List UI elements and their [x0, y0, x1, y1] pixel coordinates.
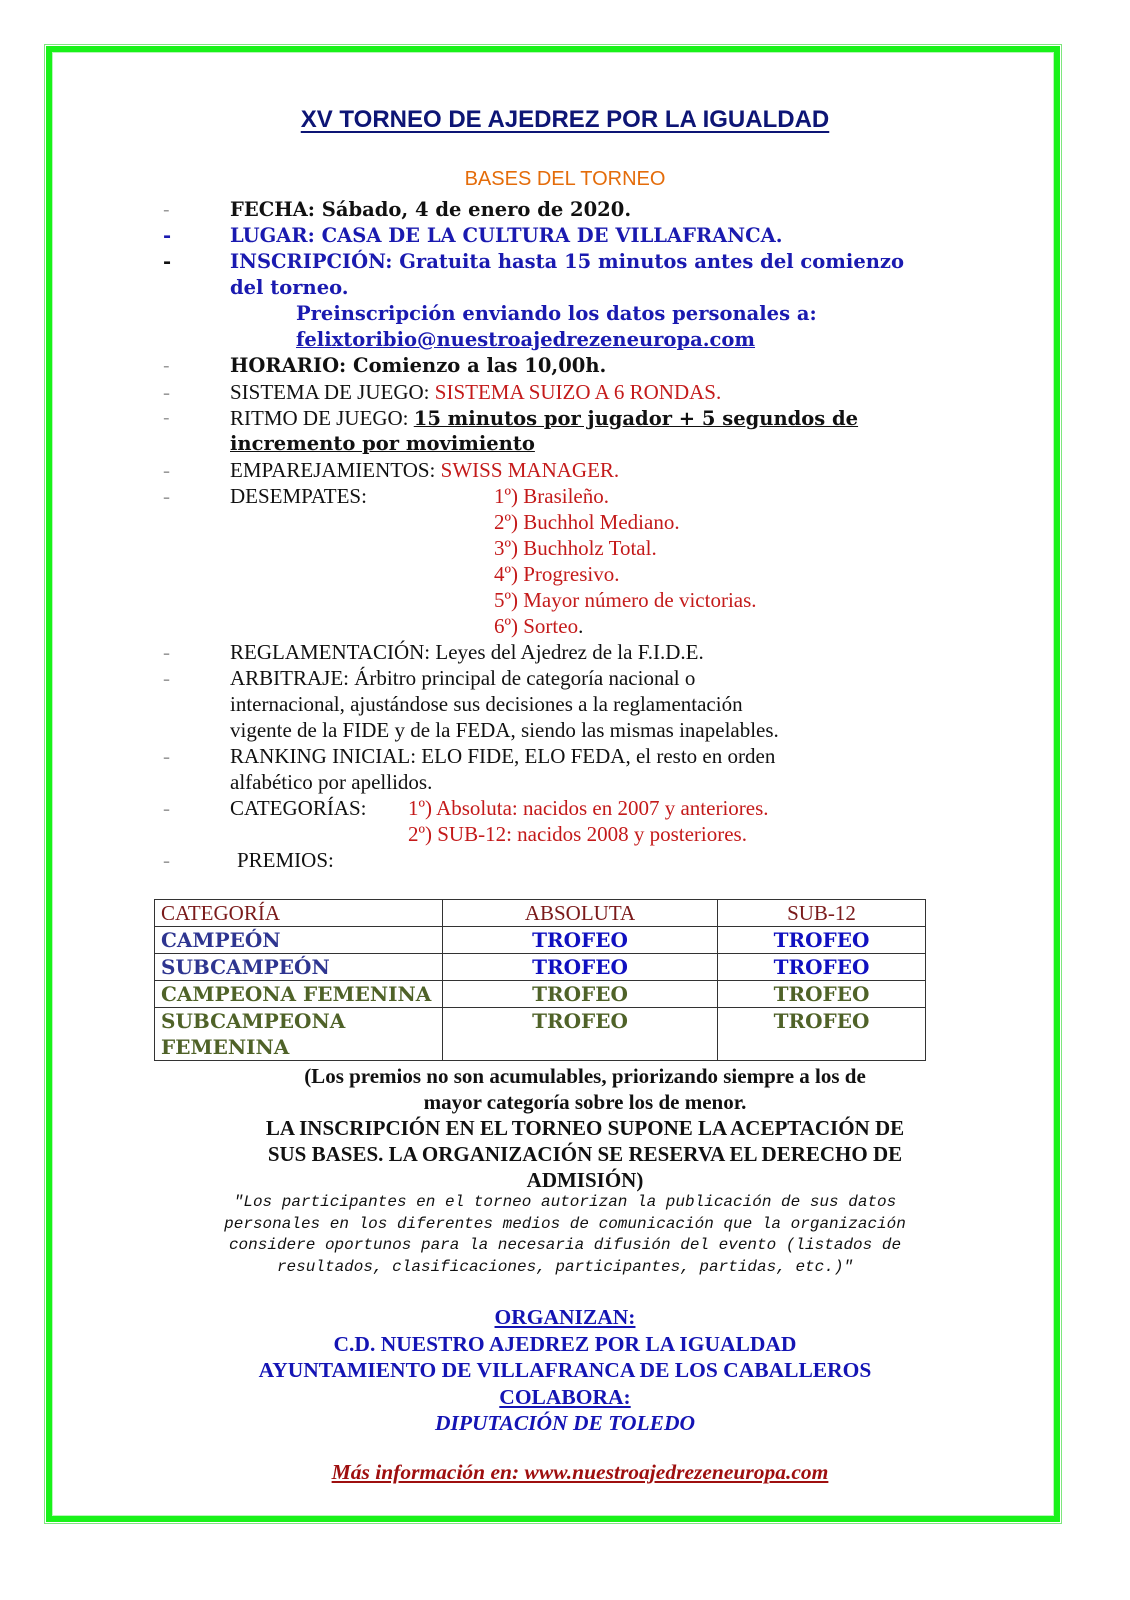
colabora-line: DIPUTACIÓN DE TOLEDO: [434, 1411, 695, 1435]
row-absoluta: TROFEO: [443, 981, 718, 1008]
ritmo-label: RITMO DE JUEGO:: [230, 406, 414, 430]
note-line: SUS BASES. LA ORGANIZACIÓN SE RESERVA EL DERECHO DE: [267, 1142, 903, 1166]
bullet-dash: -: [163, 354, 170, 377]
privacy-block: [0, 1192, 1130, 1278]
privacy-line: considere oportunos para la necesaria difusión del evento (listados de: [228, 1236, 902, 1254]
desempate-6-line: [494, 613, 583, 639]
organizers-block: [0, 1304, 1130, 1437]
privacy-line: resultados, clasificaciones, participantes, partidas, etc.)": [276, 1257, 854, 1276]
sistema-label: [230, 379, 721, 405]
categoria-1: 1º) Absoluta: nacidos en 2007 y anteriores.: [408, 796, 769, 820]
emparejamientos-label: EMPAREJAMIENTOS:: [230, 458, 441, 482]
table-row: [155, 927, 926, 954]
note-line: (Los premios no son acumulables, priorizando siempre a los de: [304, 1064, 866, 1088]
row-absoluta: TROFEO: [443, 954, 718, 981]
bullet-dash: -: [163, 666, 170, 690]
bullet-dash: -: [163, 848, 170, 872]
bullet-dash: -: [163, 458, 170, 482]
fecha-text: FECHA: Sábado, 4 de enero de 2020.: [230, 198, 632, 221]
arbitraje-text-1: ARBITRAJE: Árbitro principal de categoría nacional o: [230, 666, 696, 690]
note-line: ADMISIÓN): [526, 1168, 644, 1192]
row-sub12: TROFEO: [718, 927, 926, 954]
desempate-1: 1º) Brasileño.: [494, 484, 609, 508]
header-categoria: CATEGORÍA: [155, 900, 443, 927]
desempate-2: 2º) Buchhol Mediano.: [494, 510, 680, 534]
bullet-dash: -: [163, 250, 172, 273]
emparejamientos-value: SWISS MANAGER.: [440, 458, 620, 482]
inscripcion-text-cont: del torneo.: [230, 276, 349, 299]
ritmo-value-cont: incremento por movimiento: [230, 432, 535, 455]
row-category-line-1: SUBCAMPEONA: [161, 1009, 346, 1033]
document-subtitle: BASES DEL TORNEO: [464, 168, 666, 190]
preinscripcion-text: Preinscripción enviando los datos personales a:: [296, 302, 817, 325]
table-row: [155, 981, 926, 1008]
desempate-3: 3º) Buchholz Total.: [494, 536, 657, 560]
bullet-dash: -: [163, 198, 170, 221]
emparejamientos-line: [230, 457, 619, 483]
row-category-line-2: FEMENINA: [161, 1035, 290, 1059]
desempate-6: 6º) Sorteo: [494, 614, 579, 638]
header-sub12: SUB-12: [718, 900, 926, 927]
bullet-dash: -: [163, 406, 170, 429]
note-line: LA INSCRIPCIÓN EN EL TORNEO SUPONE LA ACEPTACIÓN DE: [265, 1116, 905, 1140]
notes-block: [0, 1063, 1130, 1193]
desempates-label: DESEMPATES:: [230, 484, 367, 508]
ranking-text-1: RANKING INICIAL: ELO FIDE, ELO FEDA, el resto en orden: [230, 744, 776, 768]
privacy-line: "Los participantes en el torneo autorizan la publicación de sus datos: [233, 1193, 897, 1211]
row-sub12: TROFEO: [718, 1008, 926, 1061]
bullet-dash: -: [163, 640, 170, 664]
reglamentacion-text: REGLAMENTACIÓN: Leyes del Ajedrez de la F.I.D.E.: [230, 640, 704, 664]
row-category: CAMPEÓN: [155, 927, 443, 954]
more-info-link[interactable]: Más información en: www.nuestroajedrezeneuropa.com: [331, 1460, 829, 1484]
organizan-label: [0, 1304, 1130, 1331]
bullet-dash: -: [163, 744, 170, 768]
desempate-4: 4º) Progresivo.: [494, 562, 620, 586]
row-absoluta: TROFEO: [443, 927, 718, 954]
email-link[interactable]: felixtoribio@nuestroajedrezeneuropa.com: [296, 328, 756, 351]
organizan-label-text: ORGANIZAN:: [494, 1305, 636, 1329]
inscripcion-text: INSCRIPCIÓN: Gratuita hasta 15 minutos antes del comienzo: [230, 250, 905, 273]
bullet-dash: -: [163, 224, 172, 247]
row-absoluta: TROFEO: [443, 1008, 718, 1061]
table-row: [155, 954, 926, 981]
arbitraje-text-3: vigente de la FIDE y de la FEDA, siendo las mismas inapelables.: [230, 718, 779, 742]
arbitraje-text-2: internacional, ajustándose sus decisiones a la reglamentación: [230, 692, 743, 716]
desempate-6-period: .: [578, 614, 584, 638]
colabora-label-text: COLABORA:: [499, 1384, 631, 1409]
colabora-label: [0, 1384, 1130, 1411]
sistema-label-text: SISTEMA DE JUEGO:: [230, 380, 435, 404]
ranking-text-2: alfabético por apellidos.: [230, 770, 433, 794]
more-info-line: [0, 1460, 1130, 1485]
ritmo-value: 15 minutos por jugador + 5 segundos de: [413, 407, 859, 430]
row-category: [155, 1008, 443, 1061]
horario-text: HORARIO: Comienzo a las 10,00h.: [230, 354, 607, 377]
table-header-row: [155, 900, 926, 927]
lugar-text: LUGAR: CASA DE LA CULTURA DE VILLAFRANCA.: [230, 224, 783, 247]
document-title: XV TORNEO DE AJEDREZ POR LA IGUALDAD: [300, 106, 830, 133]
prizes-table: [154, 899, 926, 1061]
row-category: CAMPEONA FEMENINA: [155, 981, 443, 1008]
row-sub12: TROFEO: [718, 981, 926, 1008]
sistema-value: SISTEMA SUIZO A 6 RONDAS.: [434, 380, 722, 404]
header-absoluta: ABSOLUTA: [443, 900, 718, 927]
ritmo-line: [230, 405, 858, 432]
organizer-line: AYUNTAMIENTO DE VILLAFRANCA DE LOS CABALLEROS: [258, 1358, 872, 1382]
premios-label: PREMIOS:: [237, 848, 334, 872]
desempate-5: 5º) Mayor número de victorias.: [494, 588, 757, 612]
note-line: mayor categoría sobre los de menor.: [423, 1090, 747, 1114]
bullet-dash: -: [163, 796, 170, 820]
row-category: SUBCAMPEÓN: [155, 954, 443, 981]
row-sub12: TROFEO: [718, 954, 926, 981]
categoria-2: 2º) SUB-12: nacidos 2008 y posteriores.: [408, 822, 747, 846]
organizer-line: C.D. NUESTRO AJEDREZ POR LA IGUALDAD: [333, 1331, 797, 1356]
bullet-dash: -: [163, 484, 170, 508]
privacy-line: personales en los diferentes medios de comunicación que la organización: [224, 1214, 906, 1233]
table-row: [155, 1008, 926, 1061]
categorias-label: CATEGORÍAS:: [230, 796, 367, 820]
bullet-dash: -: [163, 380, 170, 404]
